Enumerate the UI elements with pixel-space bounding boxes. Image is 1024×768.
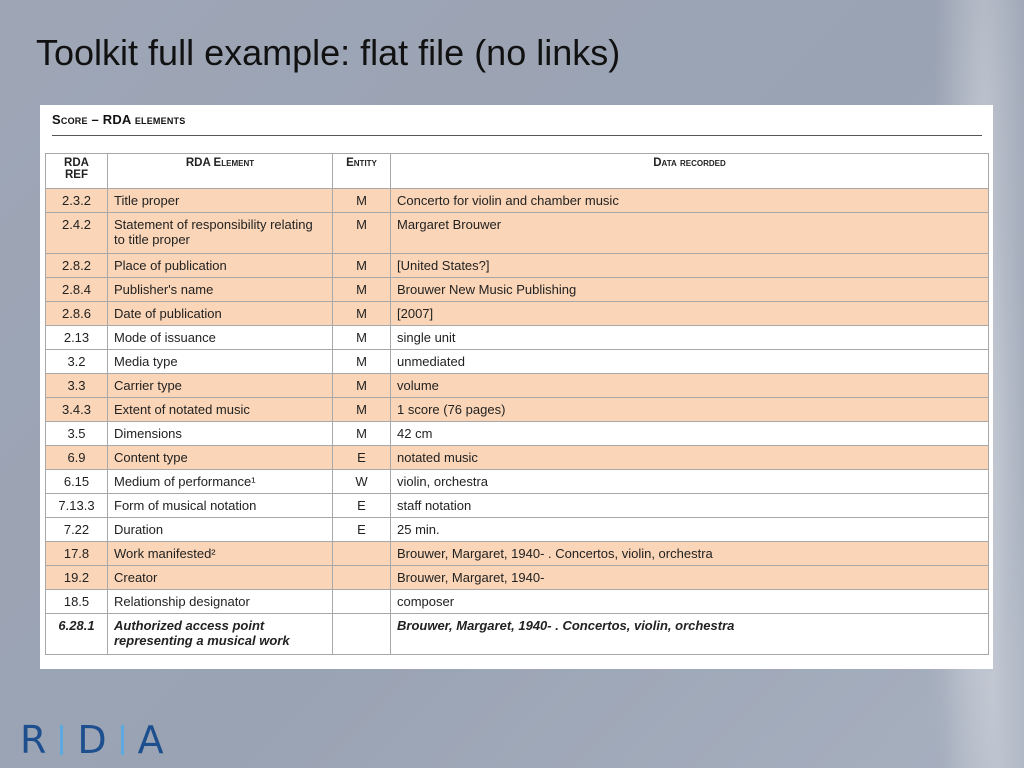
- cell-entity: [333, 590, 391, 614]
- cell-data: staff notation: [391, 494, 989, 518]
- cell-element: Creator: [108, 566, 333, 590]
- cell-ref: 6.15: [46, 470, 108, 494]
- cell-ref: 17.8: [46, 542, 108, 566]
- cell-data: Margaret Brouwer: [391, 213, 989, 254]
- cell-entity: [333, 566, 391, 590]
- cell-element: Duration: [108, 518, 333, 542]
- cell-entity: M: [333, 398, 391, 422]
- cell-ref: 2.13: [46, 326, 108, 350]
- cell-entity: M: [333, 278, 391, 302]
- cell-element: Form of musical notation: [108, 494, 333, 518]
- cell-data: Brouwer, Margaret, 1940- . Concertos, violin, orchestra: [391, 542, 989, 566]
- cell-ref: 2.3.2: [46, 189, 108, 213]
- table-row: [46, 213, 989, 254]
- cell-entity: M: [333, 326, 391, 350]
- cell-data: volume: [391, 374, 989, 398]
- cell-entity: M: [333, 374, 391, 398]
- logo-letter-d: D: [77, 718, 107, 762]
- header-rda-element: RDA Element: [108, 154, 333, 189]
- cell-ref: 6.9: [46, 446, 108, 470]
- cell-entity: E: [333, 446, 391, 470]
- cell-ref: 3.5: [46, 422, 108, 446]
- table-row: [46, 614, 989, 655]
- table-row: [46, 470, 989, 494]
- rda-logo: [20, 718, 164, 762]
- cell-ref: 3.2: [46, 350, 108, 374]
- cell-ref: 6.28.1: [46, 614, 108, 655]
- cell-entity: E: [333, 518, 391, 542]
- table-row: [46, 494, 989, 518]
- cell-ref: 2.8.2: [46, 254, 108, 278]
- cell-ref: 3.4.3: [46, 398, 108, 422]
- panel-divider: [52, 135, 982, 136]
- cell-entity: [333, 614, 391, 655]
- header-rda-ref: RDA REF: [46, 154, 108, 189]
- cell-entity: M: [333, 254, 391, 278]
- table-row: [46, 422, 989, 446]
- cell-ref: 7.13.3: [46, 494, 108, 518]
- cell-data: Brouwer, Margaret, 1940-: [391, 566, 989, 590]
- cell-element: Date of publication: [108, 302, 333, 326]
- header-entity: Entity: [333, 154, 391, 189]
- table-row: [46, 398, 989, 422]
- cell-ref: 2.4.2: [46, 213, 108, 254]
- cell-ref: 7.22: [46, 518, 108, 542]
- cell-data: 1 score (76 pages): [391, 398, 989, 422]
- cell-entity: M: [333, 422, 391, 446]
- cell-entity: M: [333, 213, 391, 254]
- cell-ref: 18.5: [46, 590, 108, 614]
- table-row: [46, 566, 989, 590]
- cell-element: Mode of issuance: [108, 326, 333, 350]
- header-data-recorded: Data recorded: [391, 154, 989, 189]
- table-row: [46, 189, 989, 213]
- cell-element: Publisher's name: [108, 278, 333, 302]
- logo-separator: [60, 725, 63, 755]
- cell-element: Dimensions: [108, 422, 333, 446]
- cell-ref: 2.8.4: [46, 278, 108, 302]
- cell-ref: 3.3: [46, 374, 108, 398]
- table-row: [46, 542, 989, 566]
- cell-data: unmediated: [391, 350, 989, 374]
- table-row: [46, 302, 989, 326]
- cell-data: [United States?]: [391, 254, 989, 278]
- cell-element: Work manifested²: [108, 542, 333, 566]
- cell-ref: 2.8.6: [46, 302, 108, 326]
- cell-element: Statement of responsibility relating to title proper: [108, 213, 333, 254]
- rda-elements-table: [45, 153, 989, 655]
- table-row: [46, 590, 989, 614]
- cell-ref: 19.2: [46, 566, 108, 590]
- cell-entity: W: [333, 470, 391, 494]
- cell-data: Brouwer New Music Publishing: [391, 278, 989, 302]
- cell-data: notated music: [391, 446, 989, 470]
- logo-separator: [121, 725, 124, 755]
- table-row: [46, 374, 989, 398]
- cell-element: Authorized access point representing a musical work: [108, 614, 333, 655]
- panel-title: Score – RDA elements: [52, 112, 186, 127]
- table-row: [46, 254, 989, 278]
- cell-entity: M: [333, 302, 391, 326]
- cell-element: Media type: [108, 350, 333, 374]
- cell-element: Content type: [108, 446, 333, 470]
- table-row: [46, 446, 989, 470]
- cell-element: Carrier type: [108, 374, 333, 398]
- cell-element: Place of publication: [108, 254, 333, 278]
- cell-data: Concerto for violin and chamber music: [391, 189, 989, 213]
- cell-data: [2007]: [391, 302, 989, 326]
- score-panel: [40, 105, 993, 669]
- cell-data: 25 min.: [391, 518, 989, 542]
- cell-data: Brouwer, Margaret, 1940- . Concertos, violin, orchestra: [391, 614, 989, 655]
- table-body: [46, 189, 989, 655]
- table-row: [46, 518, 989, 542]
- table-header-row: [46, 154, 989, 189]
- cell-element: Medium of performance¹: [108, 470, 333, 494]
- cell-data: 42 cm: [391, 422, 989, 446]
- cell-data: composer: [391, 590, 989, 614]
- cell-entity: M: [333, 350, 391, 374]
- cell-data: single unit: [391, 326, 989, 350]
- logo-letter-r: R: [20, 718, 47, 762]
- cell-element: Title proper: [108, 189, 333, 213]
- cell-data: violin, orchestra: [391, 470, 989, 494]
- cell-entity: E: [333, 494, 391, 518]
- table-row: [46, 326, 989, 350]
- table-row: [46, 278, 989, 302]
- logo-letter-a: A: [137, 718, 164, 762]
- cell-entity: [333, 542, 391, 566]
- slide-title: Toolkit full example: flat file (no links): [36, 32, 621, 73]
- table-row: [46, 350, 989, 374]
- cell-element: Relationship designator: [108, 590, 333, 614]
- cell-element: Extent of notated music: [108, 398, 333, 422]
- cell-entity: M: [333, 189, 391, 213]
